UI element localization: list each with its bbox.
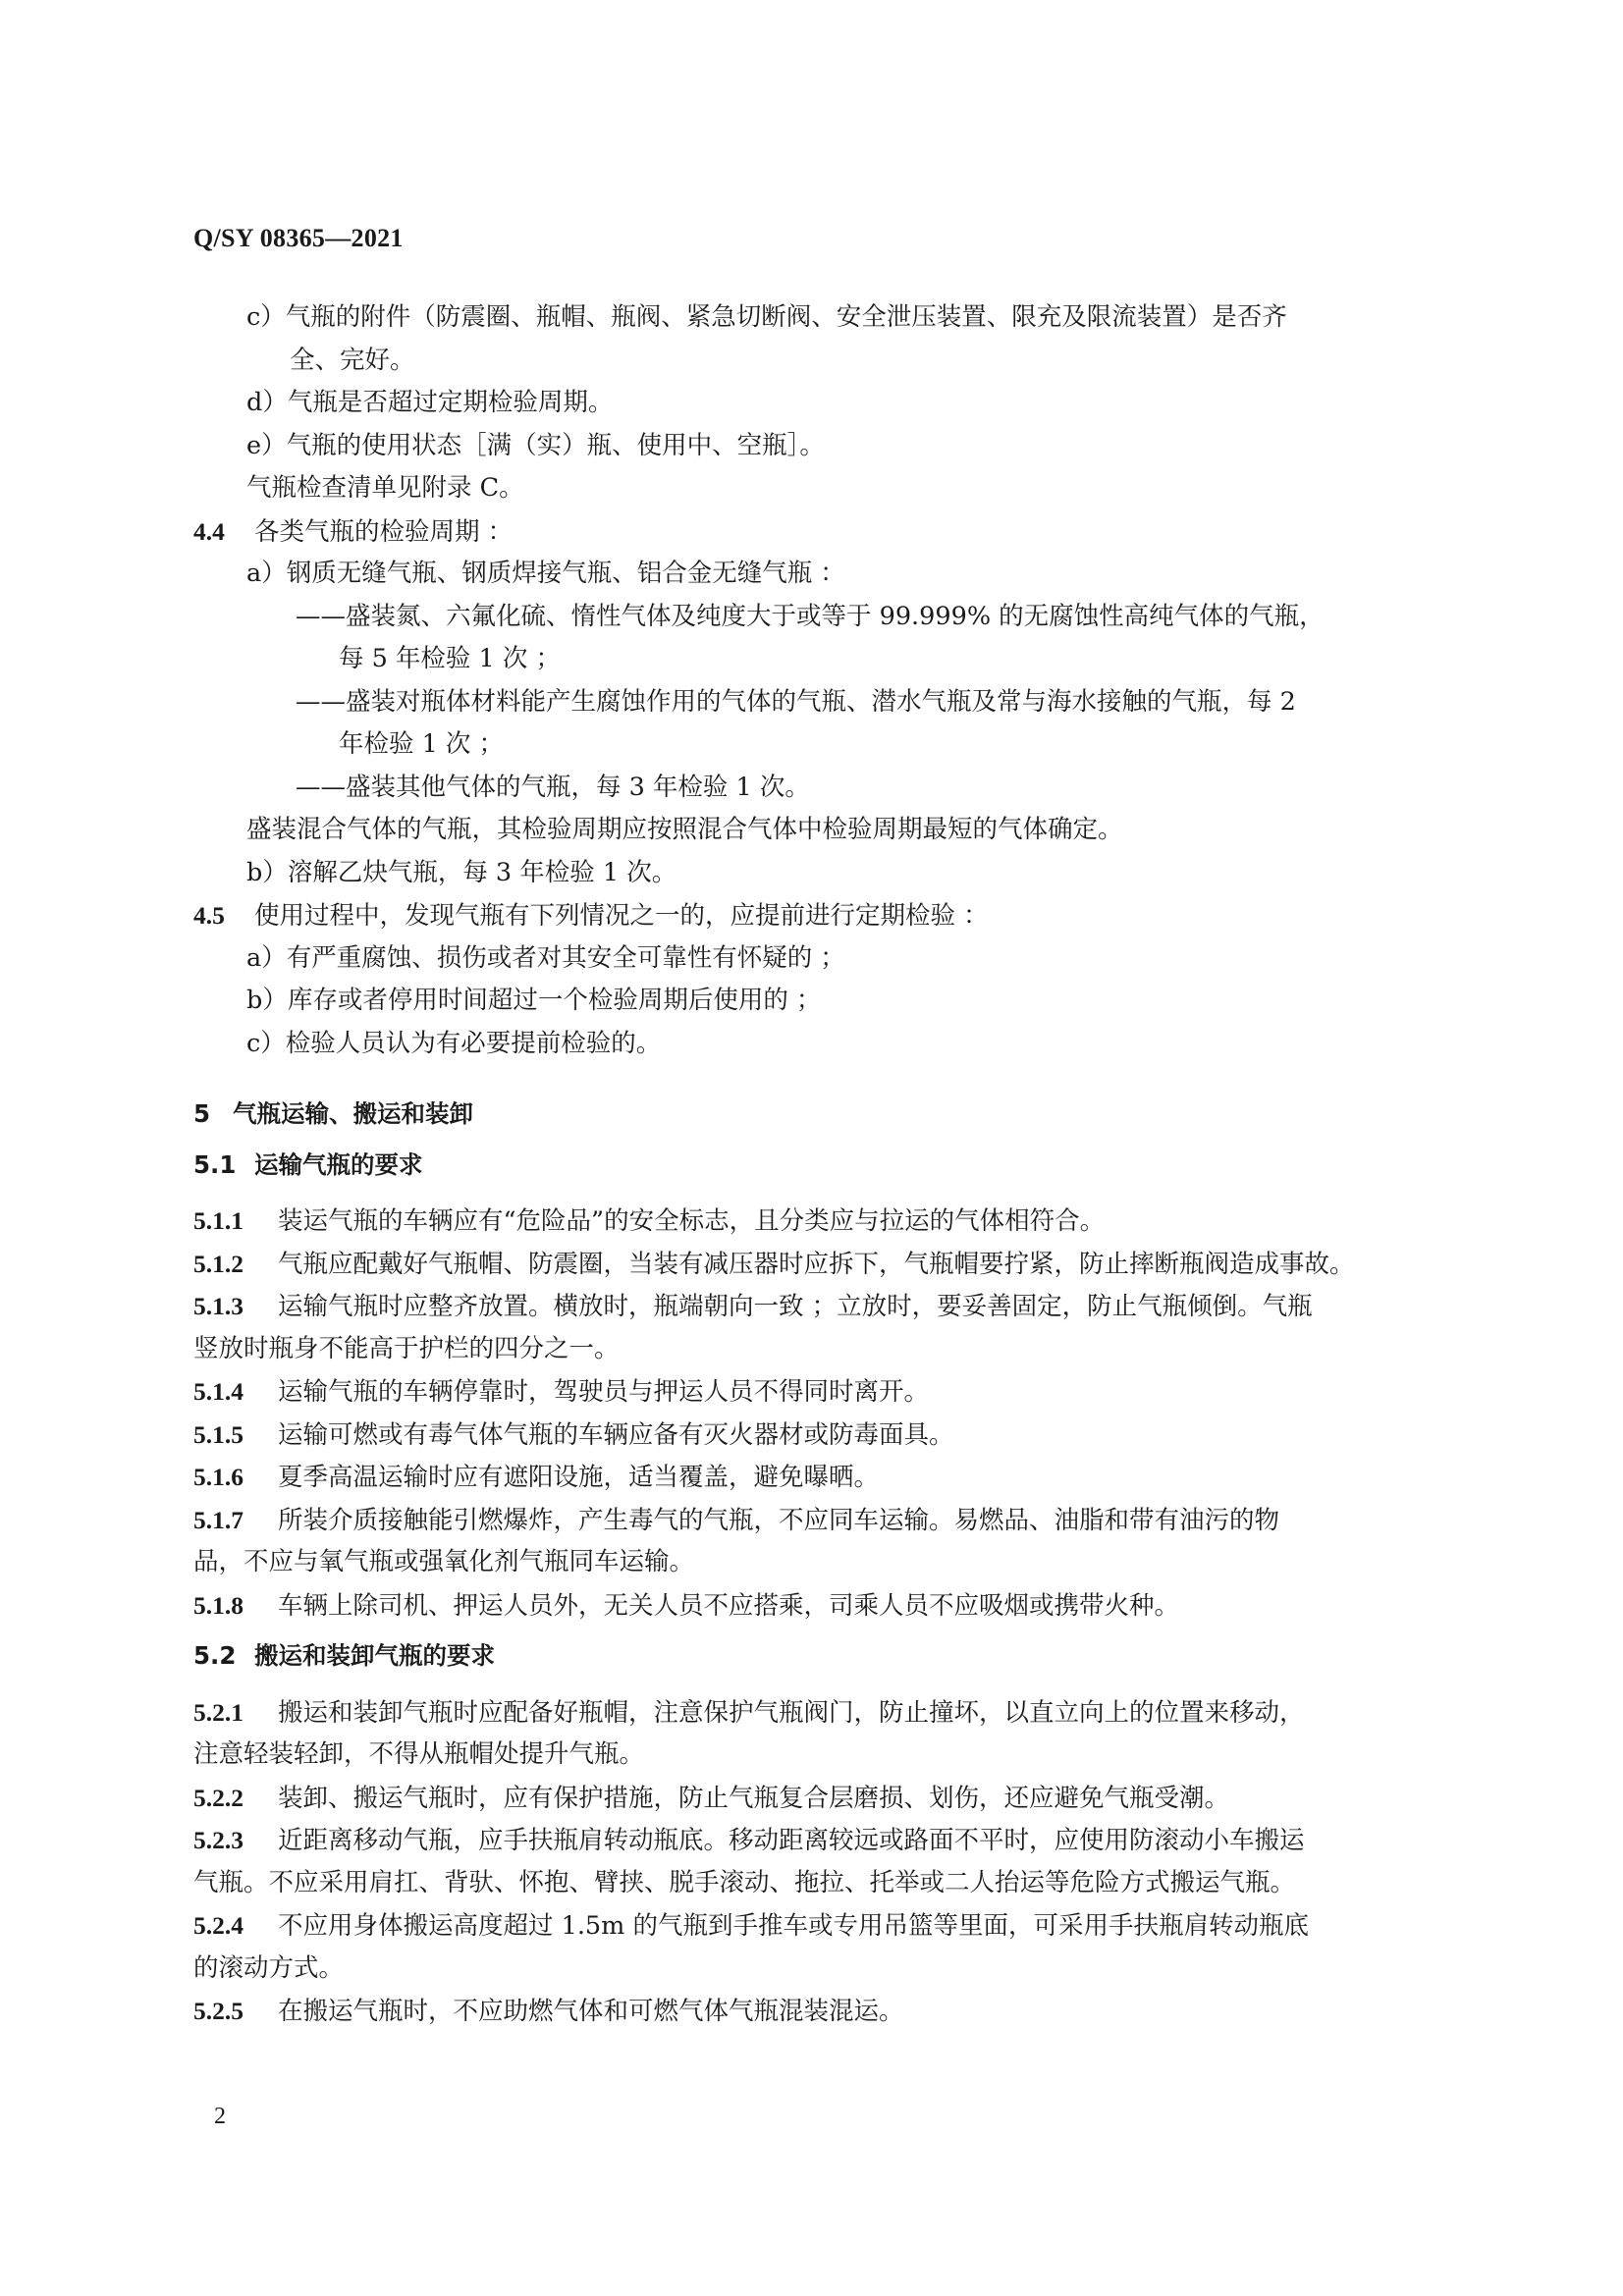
continuation-line: 注意轻装轻卸，不得从瓶帽处提升气瓶。 (193, 1739, 645, 1769)
heading-number: 5 (193, 1099, 211, 1128)
clause-number: 5.2.1 (193, 1697, 243, 1727)
clause-text: 运输气瓶时应整齐放置。横放时，瓶端朝向一致 ；立放时，要妥善固定，防止气瓶倾倒。气瓶 (278, 1292, 1313, 1321)
paragraph-line: 盛装混合气体的气瓶，其检验周期应按照混合气体中检验周期最短的气体确定。 (246, 815, 1123, 844)
clause-text: 在搬运气瓶时，不应助燃气体和可燃气体气瓶混装混运。 (278, 1997, 904, 2026)
paragraph-line: 气瓶检查清单见附录 C。 (246, 473, 524, 503)
clause-text: 气瓶应配戴好气瓶帽、防震圈，当装有减压器时应拆下，气瓶帽要拧紧，防止摔断瓶阀造成事故。 (278, 1249, 1355, 1279)
clause-text: 近距离移动气瓶，应手扶瓶肩转动瓶底。移动距离较远或路面不平时，应使用防滚动小车搬运 (278, 1826, 1305, 1855)
clause-text: 运输可燃或有毒气体气瓶的车辆应备有灭火器材或防毒面具。 (278, 1419, 954, 1450)
list-item: b）溶解乙炔气瓶，每 3 年检验 1 次。 (246, 857, 677, 887)
subclause-line (193, 1370, 1433, 1414)
heading-number: 5.2 (193, 1641, 237, 1670)
clause-number: 5.1.6 (193, 1463, 243, 1491)
clause-text: 车辆上除司机、押运人员外，无关人员不应搭乘，司乘人员不应吸烟或携带火种。 (278, 1590, 1180, 1621)
clause-number: 5.1.1 (193, 1206, 243, 1235)
body-text (193, 296, 1433, 2033)
clause-number: 5.1.3 (193, 1292, 243, 1320)
continuation-line: 的滚动方式。 (193, 1952, 345, 1983)
list-item: c）气瓶的附件（防震圈、瓶帽、瓶阀、紧急切断阀、安全泄压装置、限充及限流装置）是否齐 (246, 302, 1287, 332)
subclause-line (193, 1456, 1433, 1499)
clause-number: 4.5 (193, 901, 225, 930)
subsection-heading (193, 1144, 1433, 1187)
list-item: b）库存或者停用时间超过一个检验周期后使用的 ； (246, 986, 822, 1015)
subclause-line (193, 1990, 1433, 2033)
list-item: e）气瓶的使用状态［满（实）瓶、使用中、空瓶］。 (246, 430, 825, 460)
clause-line (193, 510, 1433, 554)
subclause-line (193, 1499, 1433, 1542)
clause-number: 5.1.2 (193, 1249, 243, 1278)
clause-number: 4.4 (193, 516, 225, 546)
clause-number: 5.2.3 (193, 1826, 243, 1854)
subclause-line (193, 1414, 1433, 1457)
clause-text: 装卸、搬运气瓶时，应有保护措施，防止气瓶复合层磨损、划伤，还应避免气瓶受潮。 (278, 1783, 1230, 1813)
continuation-line: 品，不应与氧气瓶或强氧化剂气瓶同车运输。 (193, 1547, 695, 1576)
clause-text: 装运气瓶的车辆应有“危险品”的安全标志，且分类应与拉运的气体相符合。 (278, 1206, 1106, 1236)
clause-text: 运输气瓶的车辆停靠时，驾驶员与押运人员不得同时离开。 (278, 1377, 930, 1407)
heading-text: 气瓶运输、搬运和装卸 (233, 1099, 473, 1128)
subclause-line (193, 1285, 1433, 1328)
page-number: 2 (214, 2104, 226, 2129)
subclause-line (193, 1819, 1433, 1862)
clause-text: 搬运和装卸气瓶时应配备好瓶帽，注意保护气瓶阀门，防止撞坏，以直立向上的位置来移动， (278, 1697, 1305, 1728)
list-item: a）钢质无缝气瓶、钢质焊接气瓶、铝合金无缝气瓶 ： (246, 559, 845, 588)
clause-number: 5.2.2 (193, 1783, 243, 1812)
clause-number: 5.2.4 (193, 1911, 243, 1940)
continuation-line: 竖放时瓶身不能高于护栏的四分之一。 (193, 1333, 620, 1363)
clause-number: 5.1.7 (193, 1505, 243, 1534)
list-item: a）有严重腐蚀、损伤或者对其安全可靠性有怀疑的 ； (246, 942, 845, 973)
section-heading (193, 1093, 1433, 1136)
clause-text: 所装介质接触能引燃爆炸，产生毒气的气瓶，不应同车运输。易燃品、油脂和带有油污的物 (278, 1505, 1280, 1535)
clause-text: 不应用身体搬运高度超过 1.5m 的气瓶到手推车或专用吊篮等里面，可采用手扶瓶肩转动瓶底 (278, 1911, 1309, 1941)
continuation-line: 全、完好。 (290, 345, 415, 375)
subclause-line (193, 1200, 1433, 1243)
clause-number: 5.2.5 (193, 1997, 243, 2025)
list-item: ——盛装氮、六氟化硫、惰性气体及纯度大于或等于 99.999% 的无腐蚀性高纯气体的气瓶， (296, 601, 1325, 631)
clause-number: 5.1.8 (193, 1590, 243, 1620)
continuation-line: 每 5 年检验 1 次 ； (339, 644, 561, 673)
heading-text: 搬运和装卸气瓶的要求 (254, 1641, 495, 1670)
continuation-line: 年检验 1 次 ； (339, 729, 505, 759)
subclause-line (193, 1584, 1433, 1628)
clause-text: 夏季高温运输时应有遮阳设施，适当覆盖，避免曝晒。 (278, 1463, 880, 1492)
clause-number: 5.1.5 (193, 1419, 243, 1449)
subclause-line (193, 1904, 1433, 1948)
list-item: ——盛装对瓶体材料能产生腐蚀作用的气体的气瓶、潜水气瓶及常与海水接触的气瓶，每 2 (296, 686, 1296, 717)
heading-text: 运输气瓶的要求 (254, 1149, 423, 1179)
heading-number: 5.1 (193, 1149, 237, 1179)
list-item: c）检验人员认为有必要提前检验的。 (246, 1028, 662, 1058)
clause-line (193, 894, 1433, 937)
subclause-line (193, 1691, 1433, 1735)
subclause-line (193, 1243, 1433, 1286)
subclause-line (193, 1777, 1433, 1820)
clause-number: 5.1.4 (193, 1377, 243, 1406)
continuation-line: 气瓶。不应采用肩扛、背驮、怀抱、臂挟、脱手滚动、拖拉、托举或二人抬运等危险方式搬运气瓶。 (193, 1867, 1296, 1897)
standard-number: Q/SY 08365—2021 (193, 224, 404, 252)
list-item: d）气瓶是否超过定期检验周期。 (246, 388, 614, 417)
clause-text: 使用过程中，发现气瓶有下列情况之一的，应提前进行定期检验 ： (254, 901, 989, 931)
list-item: ——盛装其他气体的气瓶，每 3 年检验 1 次。 (296, 772, 810, 802)
subsection-heading (193, 1634, 1433, 1678)
clause-text: 各类气瓶的检验周期 ： (254, 516, 514, 547)
